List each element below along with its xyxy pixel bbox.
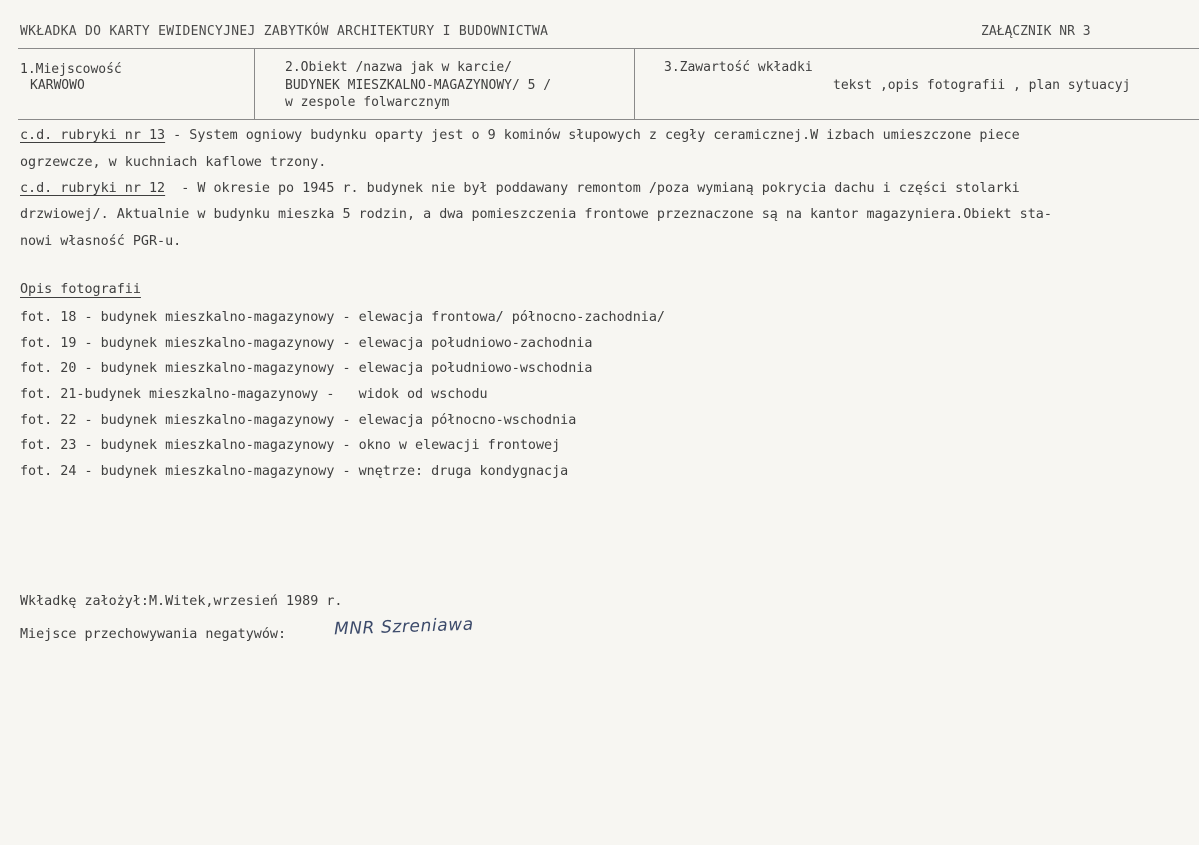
photo-description-title: Opis fotografii — [20, 282, 141, 297]
contents-label: 3.Zawartość wkładki — [664, 60, 813, 75]
rubric-12-paragraph-line2: drzwiowej/. Aktualnie w budynku mieszka 5 rodzin, a dwa pomieszczenia frontowe przeznaczone są na kantor magazyniera.Obiekt sta- — [20, 207, 1052, 222]
rubric-12-text: - W okresie po 1945 r. budynek nie był poddawany remontom /poza wymianą pokrycia dachu i części stolarki — [165, 181, 1020, 196]
table-top-border — [18, 48, 1199, 49]
rubric-12-paragraph-line1 — [20, 181, 1020, 196]
table-divider-2 — [634, 48, 635, 119]
photo-item: fot. 20 - budynek mieszkalno-magazynowy - elewacja południowo-wschodnia — [20, 361, 593, 376]
object-value-line2: w zespole folwarcznym — [285, 95, 450, 110]
photo-item: fot. 21-budynek mieszkalno-magazynowy - widok od wschodu — [20, 387, 488, 402]
rubric-13-paragraph-line2: ogrzewcze, w kuchniach kaflowe trzony. — [20, 155, 327, 170]
card-title: WKŁADKA DO KARTY EWIDENCYJNEJ ZABYTKÓW ARCHITEKTURY I BUDOWNICTWA — [20, 24, 549, 39]
photo-item: fot. 19 - budynek mieszkalno-magazynowy - elewacja południowo-zachodnia — [20, 336, 593, 351]
annex-number: ZAŁĄCZNIK NR 3 — [981, 24, 1091, 39]
negatives-storage-label: Miejsce przechowywania negatywów: — [20, 627, 287, 642]
photo-item: fot. 23 - budynek mieszkalno-magazynowy - okno w elewacji frontowej — [20, 438, 561, 453]
location-value: KARWOWO — [30, 78, 85, 93]
location-label: 1.Miejscowość — [20, 62, 122, 77]
negatives-storage-handwritten: MNR Szreniawa — [333, 614, 475, 640]
author-line: Wkładkę założył:M.Witek,wrzesień 1989 r. — [20, 594, 343, 609]
contents-value: tekst ,opis fotografii , plan sytuacyj — [833, 78, 1131, 93]
rubric-12-paragraph-line3: nowi własność PGR-u. — [20, 234, 182, 249]
rubric-13-paragraph-line1 — [20, 128, 1020, 143]
photo-item: fot. 24 - budynek mieszkalno-magazynowy - wnętrze: druga kondygnacja — [20, 464, 569, 479]
rubric-12-label: c.d. rubryki nr 12 — [20, 181, 166, 196]
photo-item: fot. 18 - budynek mieszkalno-magazynowy - elewacja frontowa/ północno-zachodnia/ — [20, 310, 665, 325]
object-value-line1: BUDYNEK MIESZKALNO-MAGAZYNOWY/ 5 / — [285, 78, 552, 93]
table-divider-1 — [254, 48, 255, 119]
rubric-13-label: c.d. rubryki nr 13 — [20, 128, 166, 143]
table-bottom-border — [18, 119, 1199, 120]
rubric-13-text: - System ogniowy budynku oparty jest o 9 kominów słupowych z cegły ceramicznej.W izbach umieszczone piece — [165, 128, 1020, 143]
object-label: 2.Obiekt /nazwa jak w karcie/ — [285, 60, 512, 75]
photo-item: fot. 22 - budynek mieszkalno-magazynowy - elewacja północno-wschodnia — [20, 413, 577, 428]
